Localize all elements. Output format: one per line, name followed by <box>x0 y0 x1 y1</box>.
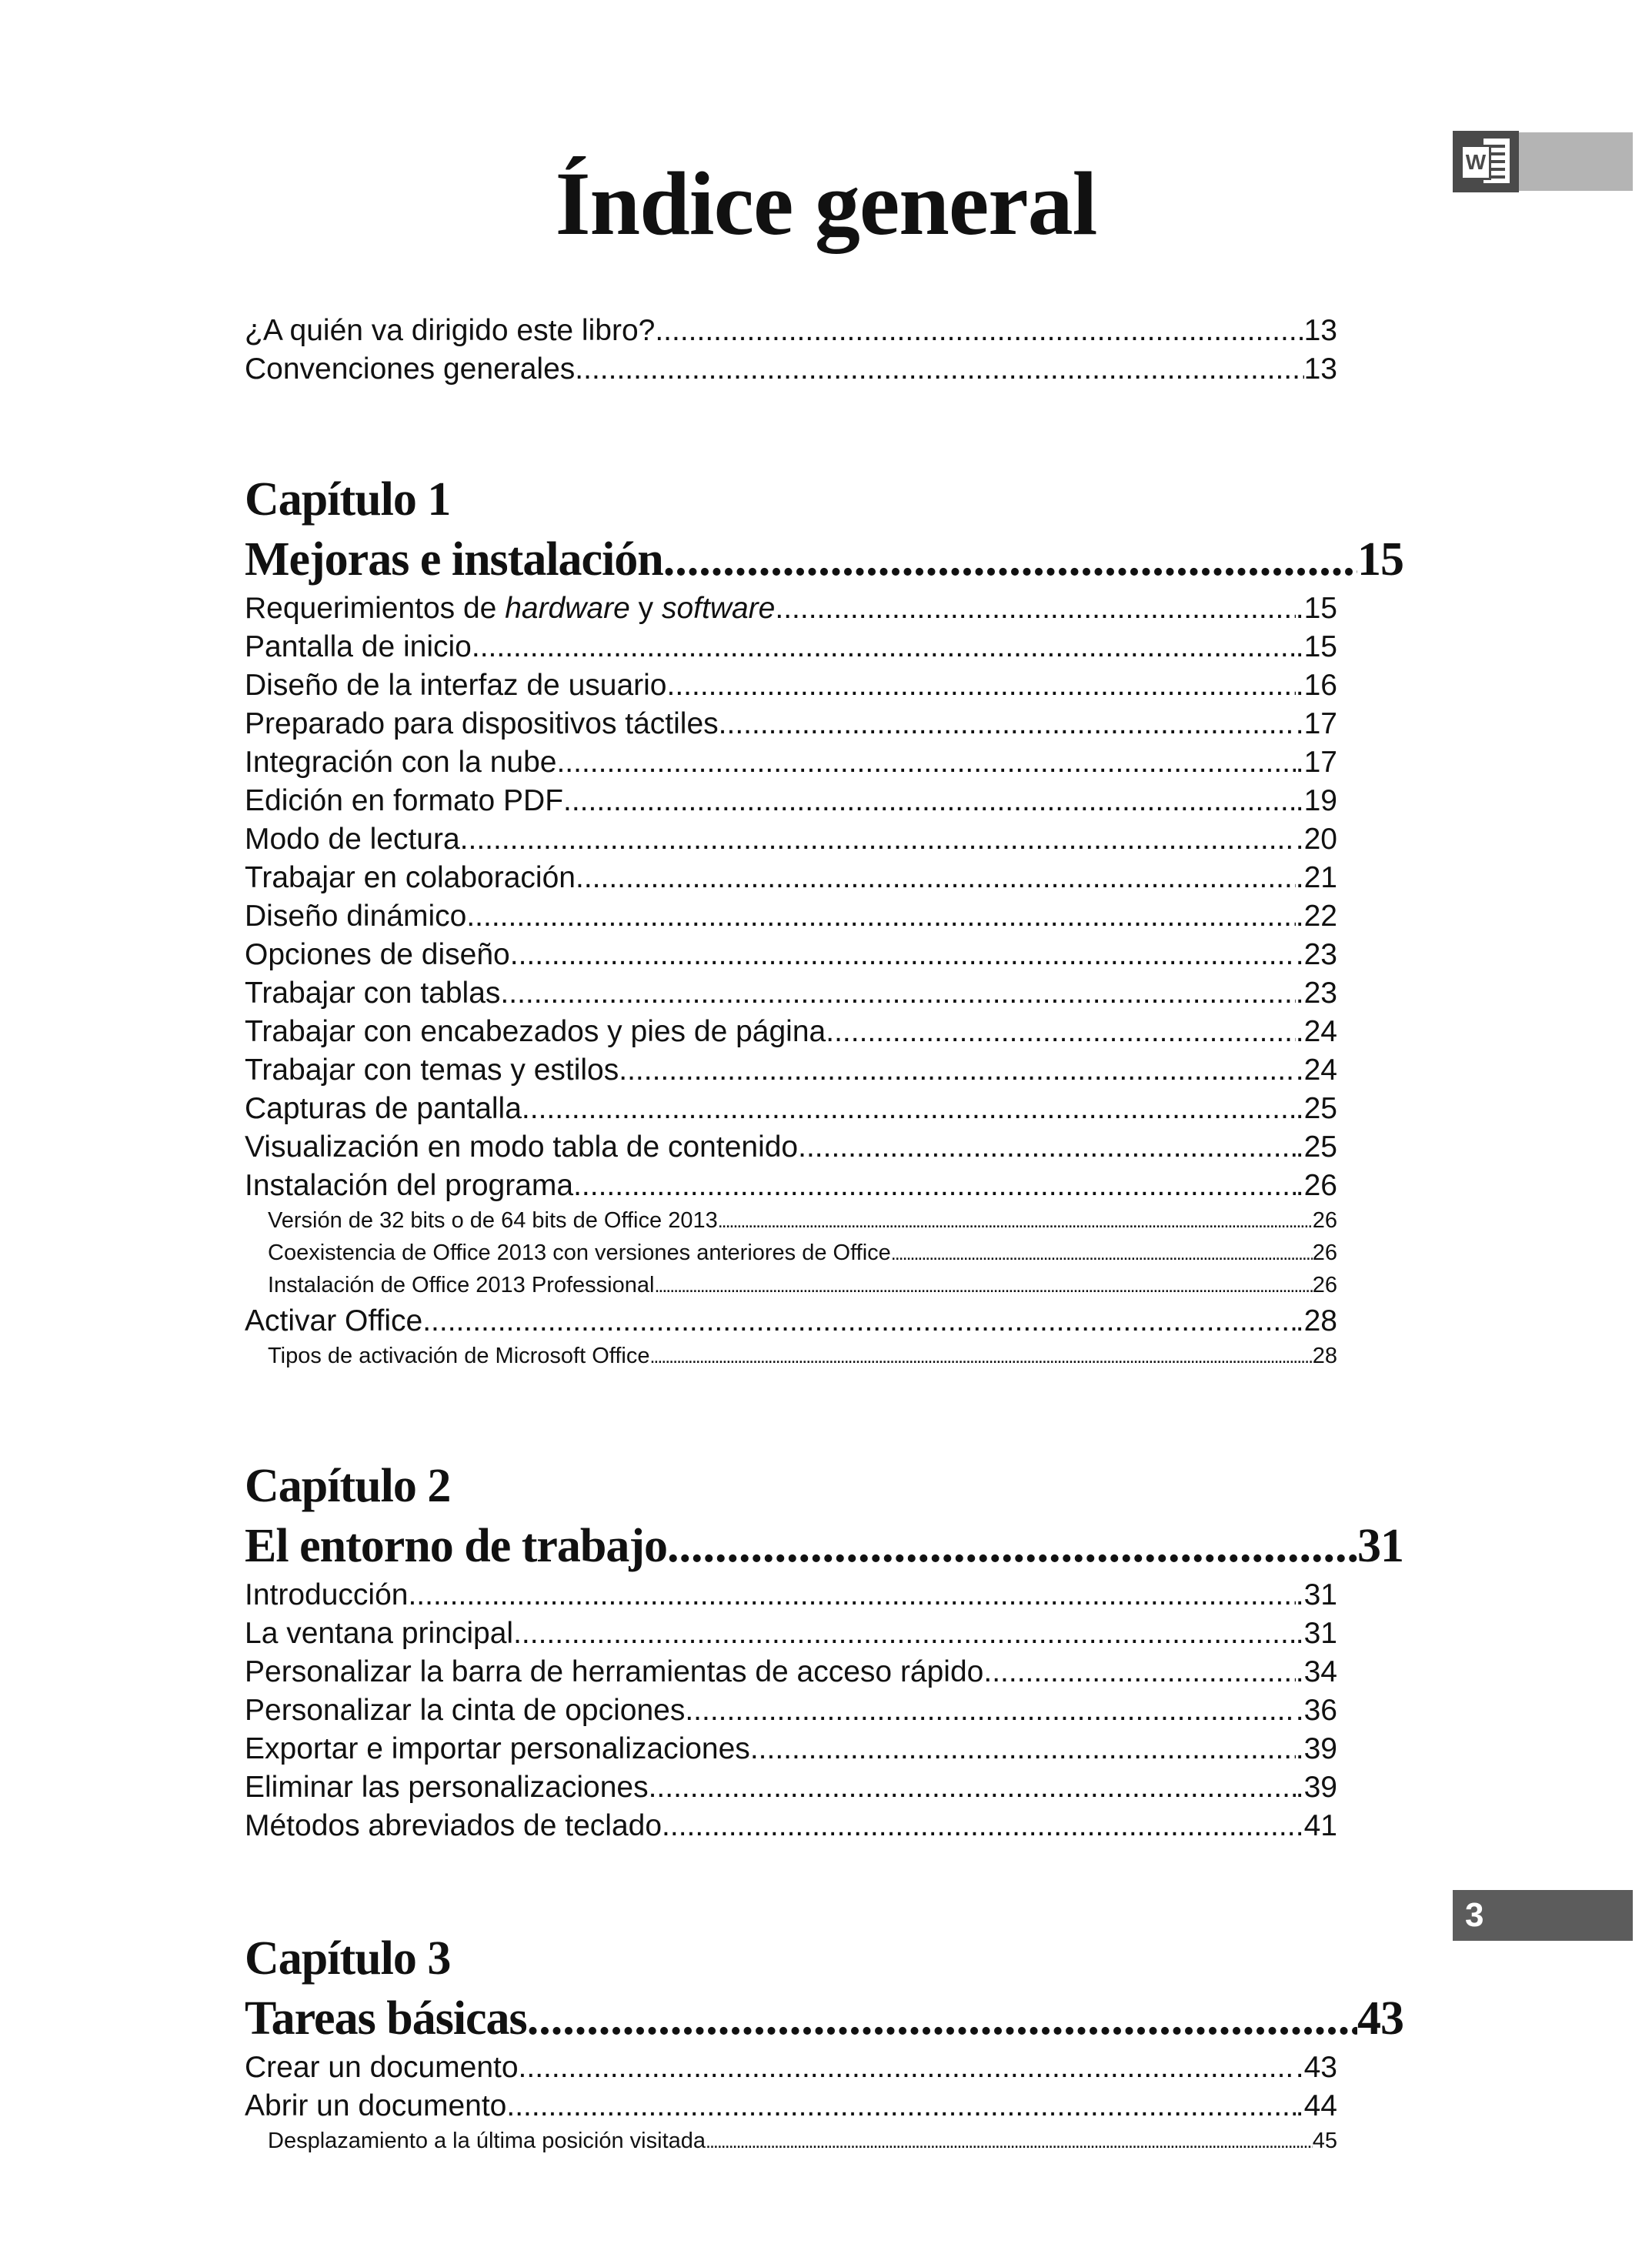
toc-subentry <box>245 1237 1337 1270</box>
toc-entry-label: Exportar e importar personalizaciones <box>245 1732 750 1765</box>
leader-dots <box>466 897 1295 936</box>
toc-entry-page: .23 <box>1295 938 1337 971</box>
leader-dots <box>649 1341 1312 1373</box>
toc-entry-label: Eliminar las personalizaciones <box>245 1771 649 1804</box>
toc-entry <box>245 2049 1337 2087</box>
leader-dots <box>422 1302 1296 1341</box>
leader-dots <box>798 1128 1296 1167</box>
toc-entry-page: 26 <box>1312 1241 1337 1265</box>
toc-entry-page: .22 <box>1295 900 1337 933</box>
toc-entry-label: Trabajar con temas y estilos <box>245 1054 619 1087</box>
toc-entry-page: 45 <box>1312 2129 1337 2153</box>
toc-entry-label: Requerimientos de hardware y software <box>245 592 776 625</box>
toc-entry <box>245 2087 1337 2125</box>
toc-entry <box>245 1576 1337 1615</box>
leader-dots <box>775 589 1295 628</box>
toc-entry-label: Personalizar la barra de herramientas de acceso rápido <box>245 1655 984 1688</box>
table-of-contents <box>245 312 1403 2158</box>
toc-entry-page: .15 <box>1295 592 1337 625</box>
leader-dots <box>563 782 1296 820</box>
toc-entry <box>245 1807 1337 1845</box>
leader-dots <box>575 350 1303 389</box>
leader-dots <box>655 312 1303 350</box>
chapter-title: Mejoras e instalación <box>245 533 663 586</box>
toc-entry-page: .16 <box>1295 669 1337 702</box>
toc-entry-page: .41 <box>1295 1809 1337 1842</box>
toc-entry <box>245 974 1337 1013</box>
toc-entry-page: .15 <box>1295 630 1337 663</box>
toc-entry-label: Trabajar con encabezados y pies de página <box>245 1015 826 1048</box>
toc-entry-label: Integración con la nube <box>245 746 557 779</box>
chapter-page: 15 <box>1357 533 1403 586</box>
toc-entry-label: Métodos abreviados de teclado <box>245 1809 662 1842</box>
toc-entry-label: Coexistencia de Office 2013 con versiones anteriores de Office <box>268 1241 891 1265</box>
toc-entry <box>245 1167 1337 1205</box>
toc-entry-label: Visualización en modo tabla de contenido <box>245 1130 799 1164</box>
toc-entry-label: Personalizar la cinta de opciones <box>245 1694 686 1727</box>
leader-dots <box>506 2087 1295 2125</box>
toc-entry-page: .34 <box>1295 1655 1337 1688</box>
toc-entry-label: Desplazamiento a la última posición visitada <box>268 2129 706 2153</box>
toc-entry-label: Trabajar con tablas <box>245 977 501 1010</box>
chapter-title-entry <box>245 1516 1403 1576</box>
leader-dots <box>527 1989 1357 2049</box>
leader-dots <box>667 666 1296 705</box>
toc-entry-page: .43 <box>1295 2051 1337 2084</box>
toc-entry <box>245 936 1337 974</box>
toc-entry <box>245 897 1337 936</box>
page-number-tab: 3 <box>1453 1890 1633 1941</box>
leader-dots <box>706 2126 1313 2158</box>
toc-entry <box>245 705 1337 743</box>
leader-dots <box>891 1238 1313 1270</box>
leader-dots <box>654 1271 1312 1302</box>
chapter-page: 31 <box>1357 1520 1403 1572</box>
toc-entry <box>245 628 1337 666</box>
leader-dots <box>826 1013 1296 1051</box>
chapter-number: Capítulo 3 <box>245 1932 451 1985</box>
leader-dots <box>685 1691 1295 1730</box>
toc-entry <box>245 743 1337 782</box>
toc-entry <box>245 1691 1337 1730</box>
toc-subentry <box>245 1205 1337 1237</box>
toc-entry-page: .25 <box>1295 1092 1337 1125</box>
toc-entry-page: .39 <box>1295 1732 1337 1765</box>
toc-entry <box>245 1128 1337 1167</box>
toc-entry-page: 26 <box>1312 1208 1337 1233</box>
toc-entry-label: Abrir un documento <box>245 2089 507 2122</box>
toc-entry-page: 28 <box>1312 1344 1337 1368</box>
toc-entry-label: Edición en formato PDF <box>245 784 564 817</box>
leader-dots <box>556 743 1295 782</box>
leader-dots <box>663 529 1357 589</box>
toc-entry <box>245 1768 1337 1807</box>
toc-entry-page: .17 <box>1295 746 1337 779</box>
word-letter-icon: W <box>1460 145 1491 180</box>
toc-entry <box>245 1730 1337 1768</box>
toc-entry-label: Opciones de diseño <box>245 938 510 971</box>
toc-entry-page: .25 <box>1295 1130 1337 1164</box>
chapter-title-entry <box>245 1989 1403 2049</box>
toc-entry-label: Tipos de activación de Microsoft Office <box>268 1344 650 1368</box>
leader-dots <box>718 1206 1313 1237</box>
toc-entry-label: Trabajar en colaboración <box>245 861 576 894</box>
leader-dots <box>667 1516 1357 1576</box>
toc-entry-page: .44 <box>1295 2089 1337 2122</box>
chapter-section <box>245 1456 1403 1845</box>
chapters-list <box>245 469 1403 2158</box>
leader-dots <box>662 1807 1296 1845</box>
toc-entry-label: Convenciones generales <box>245 352 576 386</box>
toc-entry-page: .31 <box>1295 1578 1337 1611</box>
toc-entry-page: .23 <box>1295 977 1337 1010</box>
chapter-title: El entorno de trabajo <box>245 1520 668 1572</box>
toc-subentry <box>245 1341 1337 1373</box>
toc-entry <box>245 589 1337 628</box>
toc-entry-label: Instalación del programa <box>245 1169 574 1202</box>
page-title: Índice general <box>555 153 1097 254</box>
leader-dots <box>519 2049 1296 2087</box>
leader-dots <box>983 1653 1295 1691</box>
leader-dots <box>472 628 1296 666</box>
leader-dots <box>408 1576 1295 1615</box>
chapter-title: Tareas básicas <box>245 1992 527 2045</box>
toc-entry-label: Instalación de Office 2013 Professional <box>268 1273 655 1297</box>
toc-entry-page: .17 <box>1295 707 1337 740</box>
leader-dots <box>619 1051 1296 1090</box>
toc-entry <box>245 1653 1337 1691</box>
toc-entry <box>245 1013 1337 1051</box>
toc-entry <box>245 820 1337 859</box>
toc-entry-page: .20 <box>1295 823 1337 856</box>
leader-dots <box>576 859 1296 897</box>
chapter-section <box>245 469 1403 1373</box>
toc-entry-label: Diseño dinámico <box>245 900 467 933</box>
leader-dots <box>510 936 1296 974</box>
toc-entry <box>245 859 1337 897</box>
toc-entry-page: .21 <box>1295 861 1337 894</box>
toc-entry-page: 13 <box>1303 314 1337 347</box>
chapter-number: Capítulo 1 <box>245 473 451 526</box>
toc-entry-page: .36 <box>1295 1694 1337 1727</box>
toc-entry <box>245 782 1337 820</box>
toc-entry-label: Diseño de la interfaz de usuario <box>245 669 667 702</box>
leader-dots <box>460 820 1296 859</box>
leader-dots <box>573 1167 1296 1205</box>
toc-entry <box>245 350 1337 389</box>
leader-dots <box>500 974 1295 1013</box>
leader-dots <box>750 1730 1296 1768</box>
toc-entry-label: La ventana principal <box>245 1617 514 1650</box>
toc-entry-page: .39 <box>1295 1771 1337 1804</box>
chapter-number: Capítulo 2 <box>245 1460 451 1512</box>
toc-entry-label: Modo de lectura <box>245 823 460 856</box>
chapter-title-entry <box>245 529 1403 589</box>
toc-entry-label: Introducción <box>245 1578 409 1611</box>
toc-entry-label: Preparado para dispositivos táctiles <box>245 707 719 740</box>
chapter-page: 43 <box>1357 1992 1403 2045</box>
leader-dots <box>719 705 1296 743</box>
toc-entry-label: ¿A quién va dirigido este libro? <box>245 314 656 347</box>
toc-entry-label: Versión de 32 bits o de 64 bits de Office 2013 <box>268 1208 718 1233</box>
leader-dots <box>522 1090 1296 1128</box>
leader-dots <box>513 1615 1296 1653</box>
front-matter <box>245 312 1403 389</box>
toc-entry-page: .24 <box>1295 1054 1337 1087</box>
leader-dots <box>649 1768 1296 1807</box>
toc-entry <box>245 1051 1337 1090</box>
toc-entry-page: 13 <box>1303 352 1337 386</box>
toc-entry <box>245 1615 1337 1653</box>
word-icon <box>1453 131 1519 192</box>
toc-entry-page: .26 <box>1295 1169 1337 1202</box>
toc-entry-page: .28 <box>1295 1304 1337 1337</box>
toc-entry-page: .19 <box>1295 784 1337 817</box>
toc-entry-page: 26 <box>1312 1273 1337 1297</box>
toc-subentry <box>245 2125 1337 2158</box>
toc-entry-label: Pantalla de inicio <box>245 630 472 663</box>
toc-entry <box>245 1090 1337 1128</box>
toc-entry-page: .31 <box>1295 1617 1337 1650</box>
toc-entry <box>245 312 1337 350</box>
toc-entry-label: Activar Office <box>245 1304 423 1337</box>
toc-entry-label: Capturas de pantalla <box>245 1092 522 1125</box>
toc-entry <box>245 666 1337 705</box>
toc-entry <box>245 1302 1337 1341</box>
toc-entry-label: Crear un documento <box>245 2051 519 2084</box>
toc-entry-page: .24 <box>1295 1015 1337 1048</box>
chapter-section <box>245 1928 1403 2158</box>
toc-subentry <box>245 1270 1337 1302</box>
